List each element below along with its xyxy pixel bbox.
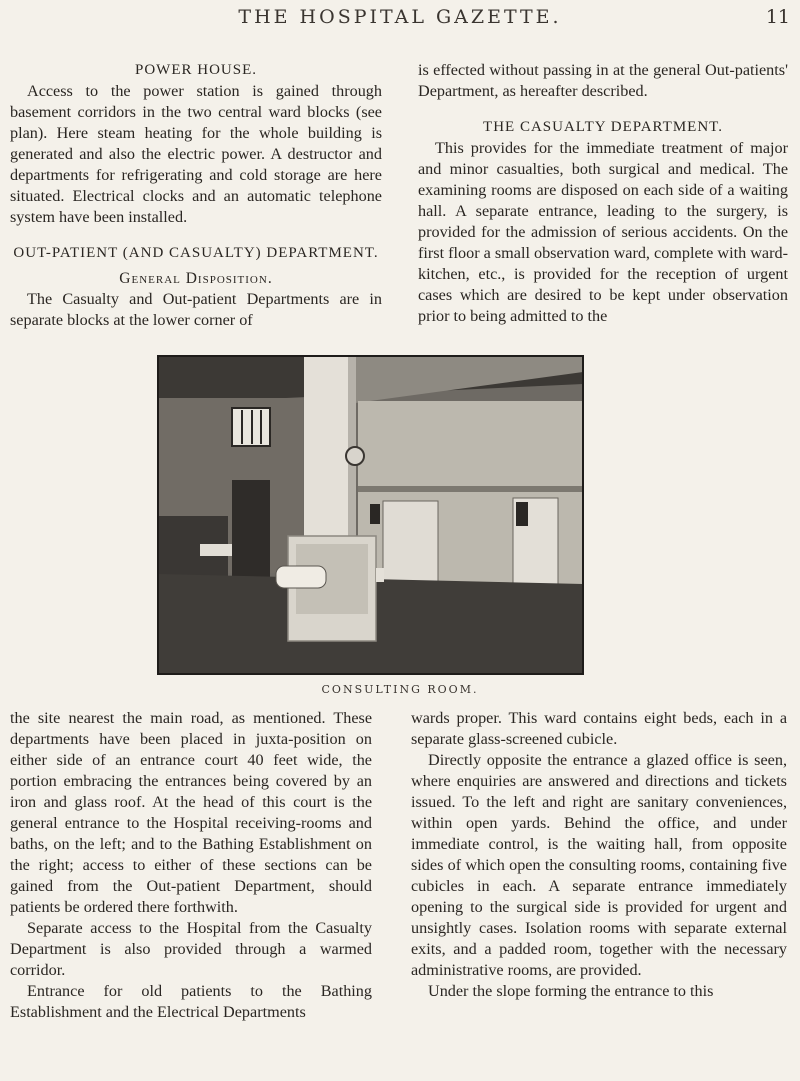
column-bottom-right <box>411 708 787 1002</box>
paragraph-general-disposition: The Casualty and Out-patient Departments are in separate blocks at the lower corner of <box>10 290 382 329</box>
heading-out-patient: OUT-PATIENT (AND CASUALTY) DEPARTMENT. <box>13 245 379 261</box>
paragraph-separate-access: Separate access to the Hospital from the Casualty Department is also provided through a warmed corridor. <box>10 919 372 979</box>
subheading-general-disposition: General Disposition. <box>119 270 273 287</box>
consulting-room-photo <box>157 355 584 675</box>
heading-casualty-department: THE CASUALTY DEPARTMENT. <box>483 119 723 135</box>
paragraph-under-slope: Under the slope forming the entrance to this <box>428 982 714 1000</box>
column-bottom-left <box>10 708 372 1023</box>
page-number: 11 <box>765 6 790 28</box>
column-top-right <box>418 60 788 327</box>
running-title: THE HOSPITAL GAZETTE. <box>238 6 562 28</box>
photo-caption: CONSULTING ROOM. <box>321 683 479 696</box>
paragraph-casualty: This provides for the immediate treatment of major and minor casualties, both surgical and medical. The examining rooms are disposed on each side of a waiting hall. A separate entrance, leading to the surgery, is provided for the admission of serious accidents. On the first floor a small observation ward, complete with ward-kitchen, etc., is provided for the reception of urgent cases which are desired to be kept under observation prior to being admitted to the <box>418 139 788 325</box>
paragraph-continuation: is effected without passing in at the general Out-patients' Department, as hereafter described. <box>418 61 788 100</box>
paragraph-entrance-old-patients: Entrance for old patients to the Bathing Establishment and the Electrical Departments <box>10 982 372 1021</box>
paragraph-wards-proper: wards proper. This ward contains eight beds, each in a separate glass-screened cubicle. <box>411 709 787 748</box>
paragraph-site: the site nearest the main road, as mentioned. These departments have been placed in juxta-position on either side of an entrance court 40 feet wide, the portion embracing the entrances being covered by an iron and glass roof. At the head of this court is the general entrance to the Hospital receiving-rooms and baths, on the left; and to the Bathing Establishment on the right; access to either of these sections can be gained from the Out-patient Department, should patients be ordered there forthwith. <box>10 709 372 916</box>
paragraph-glazed-office: Directly opposite the entrance a glazed office is seen, where enquiries are answered and directions and tickets issued. To the left and right are sanitary conveniences, within open yards. Behind the office, and under immediate control, is the waiting hall, from opposite sides of which open the consulting rooms, containing five cubicles in each. A separate entrance immediately opening to the surgical side is provided for urgent and unsightly cases. Isolation rooms with separate external exits, and a padded room, together with the necessary administrative rooms, are provided. <box>411 751 787 979</box>
paragraph-power-house: Access to the power station is gained through basement corridors in the two central ward blocks (see plan). Here steam heating for the whole building is generated and also the electric power. A destructor and departments for refrigerating and cold storage are here situated. Electrical clocks and an automatic telephone system have been installed. <box>10 82 382 226</box>
heading-power-house: POWER HOUSE. <box>134 62 257 78</box>
column-top-left <box>10 60 382 331</box>
consulting-room-photo-drawing <box>158 356 583 674</box>
